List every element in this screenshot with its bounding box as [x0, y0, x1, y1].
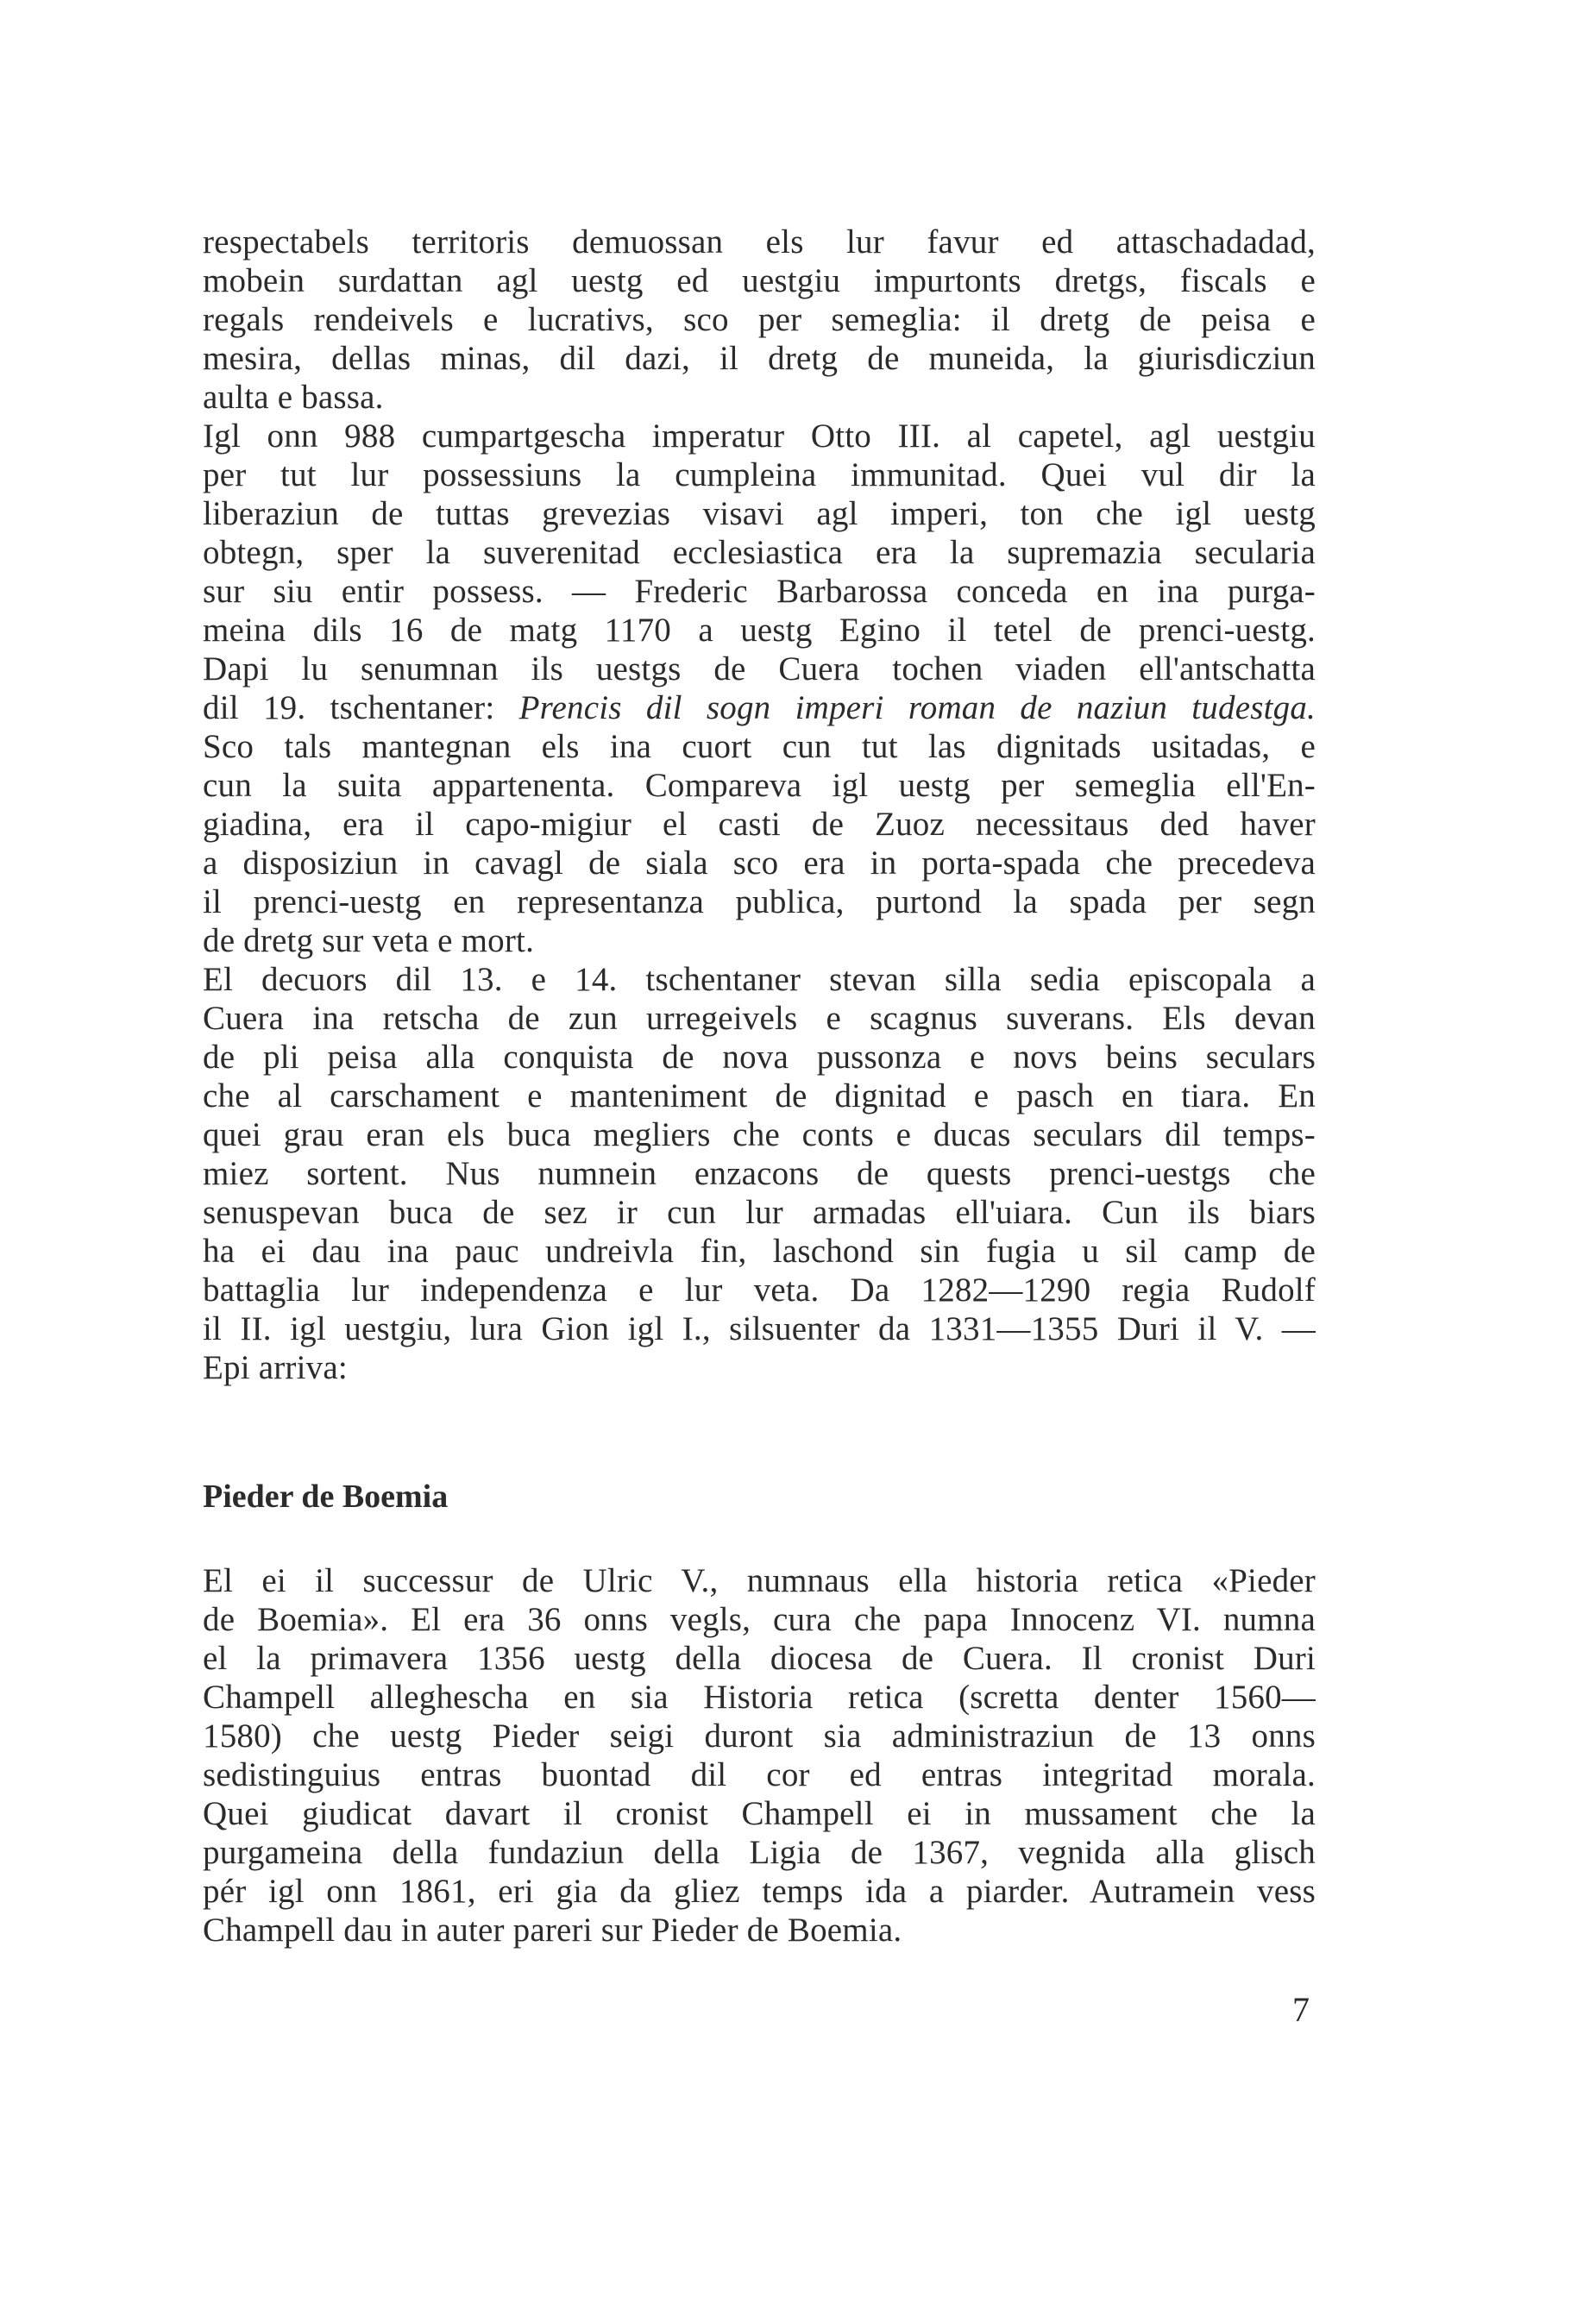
text-line: meina dils 16 de matg 1170 a uestg Egino il tetel de prenci-uestg. — [203, 612, 1316, 649]
text-line: Igl onn 988 cumpartgescha imperatur Otto III. al capetel, agl uestgiu — [203, 418, 1316, 455]
text-line: il prenci-uestg en representanza publica, purtond la spada per segn — [203, 883, 1316, 920]
text-line: liberaziun de tuttas grevezias visavi agl imperi, ton che igl uestg — [203, 495, 1316, 532]
text-line: battaglia lur independenza e lur veta. Da 1282—1290 regia Rudolf — [203, 1271, 1316, 1309]
text-line: obtegn, sper la suverenitad ecclesiastica era la supremazia secularia — [203, 534, 1316, 571]
text-line: Champell dau in auter pareri sur Pieder de Boemia. — [203, 1912, 902, 1949]
text-line: per tut lur possessiuns la cumpleina immunitad. Quei vul dir la — [203, 456, 1316, 493]
text-line: miez sortent. Nus numnein enzacons de quests prenci-uestgs che — [203, 1155, 1316, 1192]
italic-title: Prencis dil sogn imperi roman de naziun tudestga. — [518, 689, 1316, 726]
text-line: de Boemia». El era 36 onns vegls, cura che papa Innocenz VI. numna — [203, 1601, 1316, 1638]
section-heading: Pieder de Boemia — [203, 1479, 449, 1515]
text-block-upper — [203, 223, 1316, 1387]
text-line: Quei giudicat davart il cronist Champell ei in mussament che la — [203, 1795, 1316, 1832]
text-line: aulta e bassa. — [203, 379, 384, 416]
text-line: Dapi lu senumnan ils uestgs de Cuera tochen viaden ell'antschatta — [203, 650, 1316, 688]
text-line: El decuors dil 13. e 14. tschentaner stevan silla sedia episcopala a — [203, 961, 1316, 998]
text-line: pér igl onn 1861, eri gia da gliez temps ida a piarder. Autramein vess — [203, 1873, 1316, 1910]
text-line: mobein surdattan agl uestg ed uestgiu impurtonts dretgs, fiscals e — [203, 262, 1316, 299]
text-line-prefix: dil 19. tschentaner: — [203, 689, 519, 726]
text-line: sedistinguius entras buontad dil cor ed entras integritad morala. — [203, 1756, 1316, 1793]
text-line: che al carschament e manteniment de dignitad e pasch en tiara. En — [203, 1077, 1316, 1114]
text-line-mixed — [203, 688, 1316, 727]
text-line: giadina, era il capo-migiur el casti de Zuoz necessitaus ded haver — [203, 806, 1316, 843]
text-line: de dretg sur veta e mort. — [203, 922, 535, 959]
text-line: El ei il successur de Ulric V., numnaus ella historia retica «Pieder — [203, 1562, 1316, 1599]
text-block-lower — [203, 1561, 1316, 1950]
text-line: cun la suita appartenenta. Compareva igl uestg per semeglia ell'En- — [203, 767, 1316, 804]
text-line: 1580) che uestg Pieder seigi duront sia administraziun de 13 onns — [203, 1717, 1316, 1755]
text-line: el la primavera 1356 uestg della diocesa de Cuera. Il cronist Duri — [203, 1640, 1316, 1677]
text-line: Epi arriva: — [203, 1349, 348, 1386]
text-line: a disposiziun in cavagl de siala sco era in porta-spada che precedeva — [203, 844, 1316, 882]
text-line: purgameina della fundaziun della Ligia de 1367, vegnida alla glisch — [203, 1834, 1316, 1871]
text-line: quei grau eran els buca megliers che conts e ducas seculars dil temps- — [203, 1116, 1316, 1153]
text-line: il II. igl uestgiu, lura Gion igl I., silsuenter da 1331—1355 Duri il V. — — [203, 1310, 1316, 1347]
text-line: Cuera ina retscha de zun urregeivels e scagnus suverans. Els devan — [203, 1000, 1316, 1037]
text-line: Sco tals mantegnan els ina cuort cun tut las dignitads usitadas, e — [203, 728, 1316, 765]
text-line: sur siu entir possess. — Frederic Barbarossa conceda en ina purga- — [203, 573, 1316, 610]
text-line: respectabels territoris demuossan els lur favur ed attaschadadad, — [203, 223, 1316, 261]
text-line: senuspevan buca de sez ir cun lur armadas ell'uiara. Cun ils biars — [203, 1194, 1316, 1231]
text-line: ha ei dau ina pauc undreivla fin, laschond sin fugia u sil camp de — [203, 1233, 1316, 1270]
text-line: Champell alleghescha en sia Historia retica (scretta denter 1560— — [203, 1679, 1316, 1716]
text-line: mesira, dellas minas, dil dazi, il dretg de muneida, la giurisdicziun — [203, 340, 1316, 377]
text-line: de pli peisa alla conquista de nova pussonza e novs beins seculars — [203, 1039, 1316, 1076]
page-number: 7 — [1292, 1990, 1310, 2029]
text-line: regals rendeivels e lucrativs, sco per semeglia: il dretg de peisa e — [203, 301, 1316, 338]
